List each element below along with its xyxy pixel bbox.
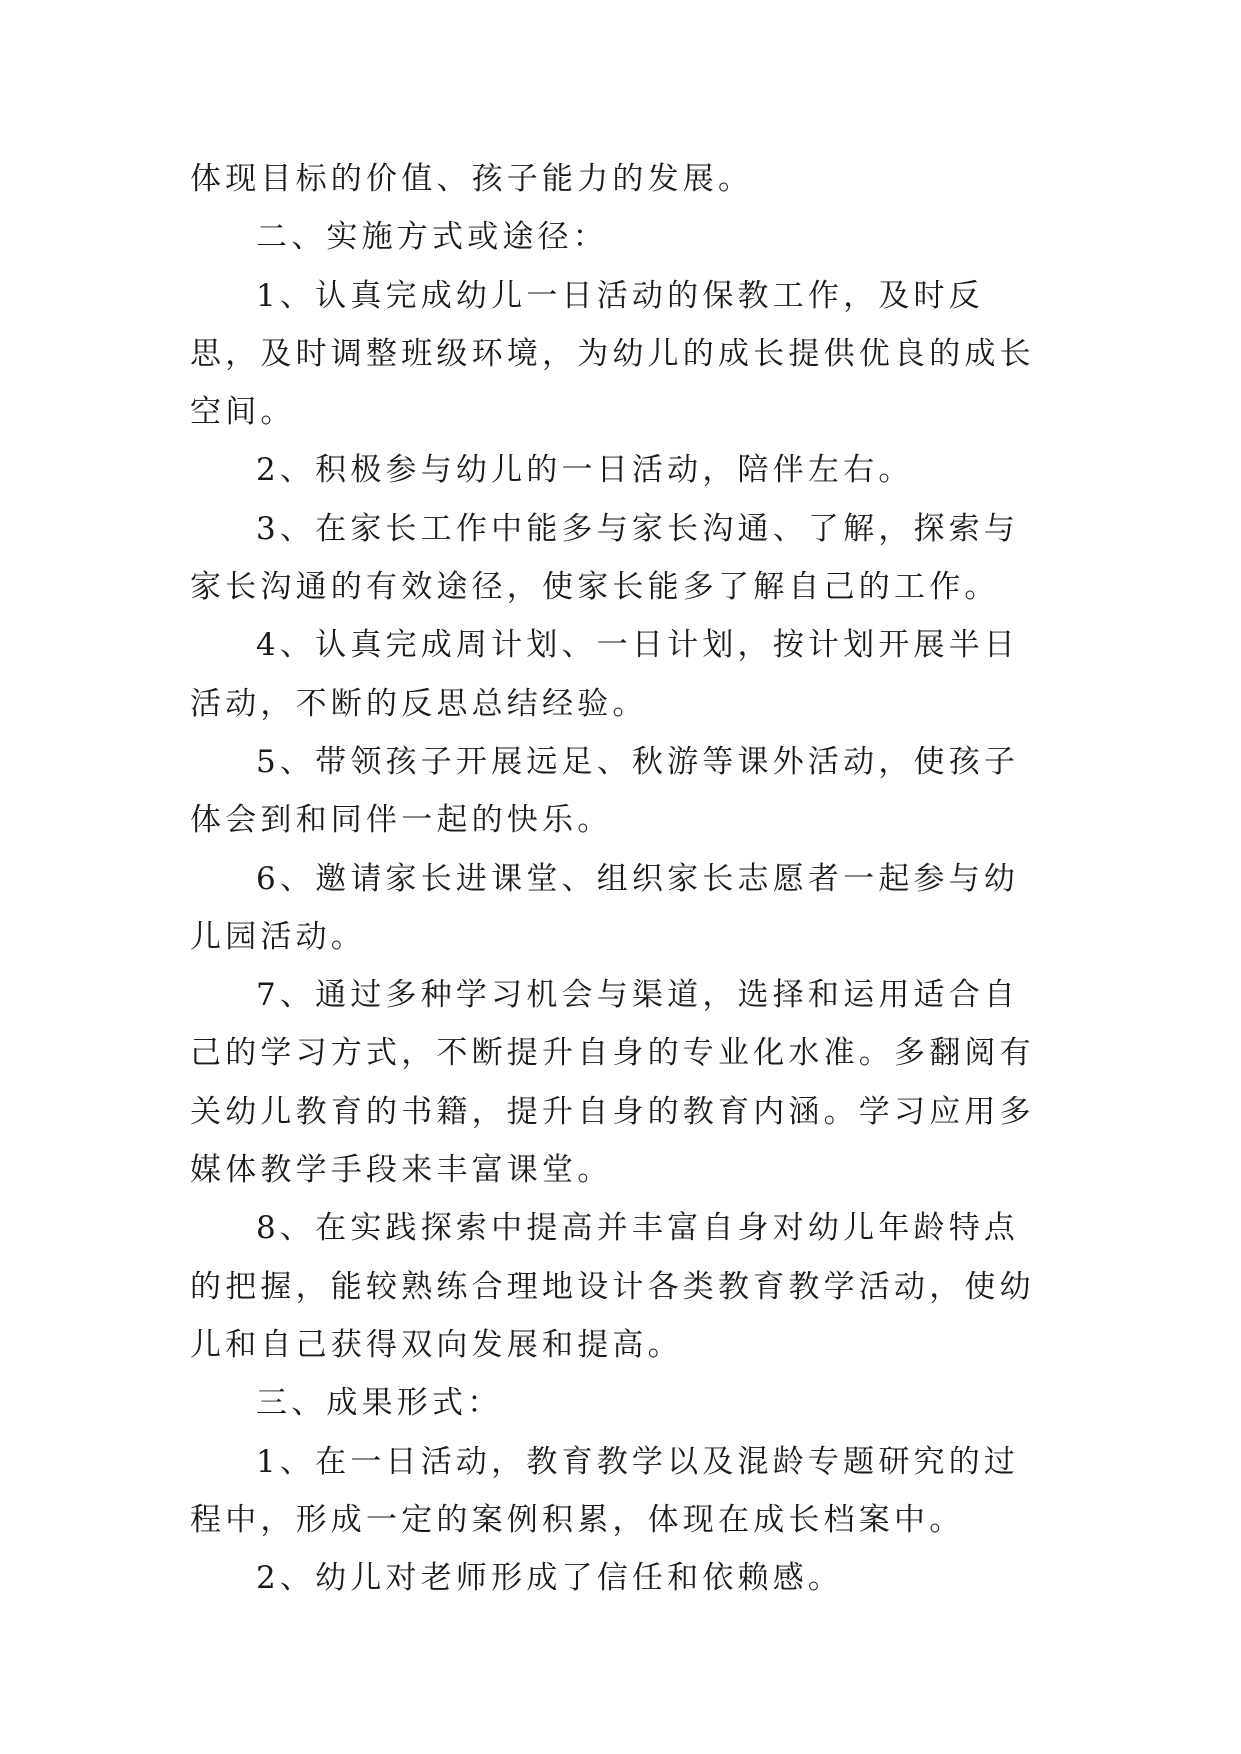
document-body [190, 150, 1050, 1607]
paragraph-1: 体现目标的价值、孩子能力的发展。 [190, 161, 754, 197]
paragraph-item-1: 1、认真完成幼儿一日活动的保教工作，及时反思，及时调整班级环境，为幼儿的成长提供优良的成长空间。 [190, 277, 1035, 431]
result-item-1: 1、在一日活动，教育教学以及混龄专题研究的过程中，形成一定的案例积累，体现在成长档案中。 [190, 1443, 1020, 1538]
paragraph-item-3: 3、在家长工作中能多与家长沟通、了解，探索与家长沟通的有效途径，使家长能多了解自己的工作。 [190, 510, 1020, 606]
paragraph-item-5: 5、带领孩子开展远足、秋游等课外活动，使孩子体会到和同伴一起的快乐。 [190, 743, 1020, 839]
result-item-2: 2、幼儿对老师形成了信任和依赖感。 [256, 1560, 844, 1597]
section-heading-implementation: 二、实施方式或途径： [256, 219, 608, 256]
paragraph-item-4: 4、认真完成周计划、一日计划，按计划开展半日活动，不断的反思总结经验。 [190, 627, 1020, 722]
paragraph-item-6: 6、邀请家长进课堂、组织家长志愿者一起参与幼儿园活动。 [190, 860, 1020, 955]
paragraph-item-7: 7、通过多种学习机会与渠道，选择和运用适合自己的学习方式，不断提升自身的专业化水准。多翻阅有关幼儿教育的书籍，提升自身的教育内涵。学习应用多媒体教学手段来丰富课堂。 [190, 977, 1035, 1189]
paragraph-item-2: 2、积极参与幼儿的一日活动，陪伴左右。 [256, 452, 914, 489]
section-heading-results: 三、成果形式： [256, 1385, 503, 1422]
paragraph-item-8: 8、在实践探索中提高并丰富自身对幼儿年龄特点的把握，能较熟练合理地设计各类教育教学活动，使幼儿和自己获得双向发展和提高。 [190, 1210, 1035, 1363]
